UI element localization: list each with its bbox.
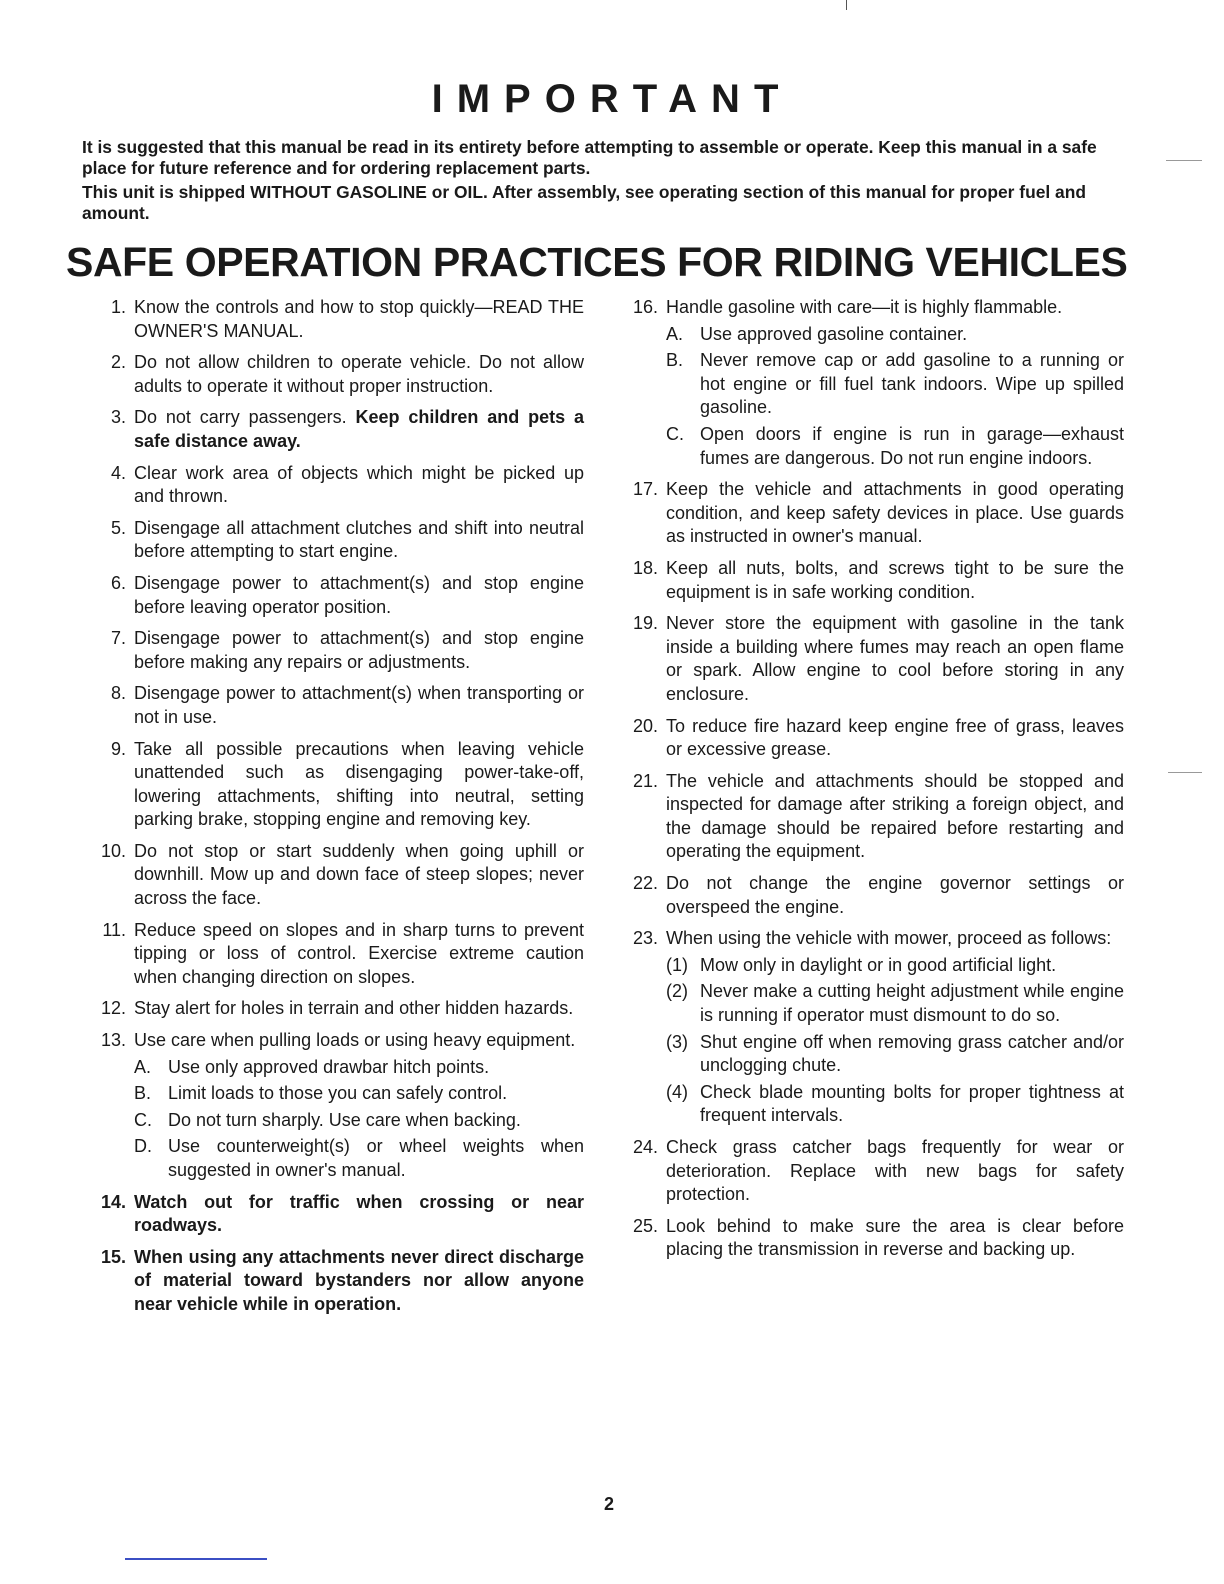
sub-item-number: (4): [666, 1081, 688, 1102]
item-text-line: [134, 351, 584, 398]
item-body: [134, 738, 584, 832]
item-text-line: [134, 1191, 584, 1238]
item-text: Keep the vehicle and attachments in good operating condition, and keep safety devices in place. Use guards as instructed in owner's manual.: [666, 479, 1124, 547]
list-item: [92, 462, 584, 509]
item-text: Do not carry passengers.: [134, 407, 347, 428]
sub-item-number: C.: [134, 1109, 152, 1130]
sub-item: [134, 1109, 584, 1133]
item-text-line: [666, 1136, 1124, 1207]
item-text: Take all possible precautions when leaving vehicle unattended such as disengaging power-take-off, lowering attachments, shifting into neutral, setting parking brake, stopping engine and removing key.: [134, 738, 584, 830]
sub-item-text: Check blade mounting bolts for proper tightness at frequent intervals.: [700, 1081, 1124, 1126]
sub-item-number: (3): [666, 1031, 688, 1052]
list-item: [624, 478, 1124, 549]
item-text-line: [666, 715, 1124, 762]
item-text: Disengage all attachment clutches and shift into neutral before attempting to start engine.: [134, 517, 584, 562]
list-item: [92, 572, 584, 619]
sub-item-number: (1): [666, 954, 688, 975]
list-item: [92, 1029, 584, 1183]
sub-item: [666, 349, 1124, 420]
list-item: [92, 1246, 584, 1317]
item-number: 17.: [632, 479, 658, 500]
item-text: Clear work area of objects which might be picked up and thrown.: [134, 462, 584, 507]
page-number: 2: [604, 1494, 615, 1514]
right-column: [624, 296, 1124, 1270]
sub-item: [666, 954, 1124, 978]
item-text-line: [134, 462, 584, 509]
sub-item: [666, 423, 1124, 470]
item-text: When using any attachments never direct discharge of material toward bystanders nor allow anyone near vehicle while in operation.: [134, 1246, 584, 1314]
sub-item-text: Never make a cutting height adjustment while engine is running if operator must dismount to do so.: [700, 981, 1124, 1026]
list-item: [624, 612, 1124, 706]
item-text-line: [666, 296, 1124, 320]
item-text-line: [134, 682, 584, 729]
item-text: Stay alert for holes in terrain and other hidden hazards.: [134, 998, 574, 1019]
item-body: [666, 715, 1124, 762]
item-body: [134, 1191, 584, 1238]
item-body: [134, 1029, 584, 1183]
sub-item-text: Use only approved drawbar hitch points.: [168, 1056, 490, 1077]
section-heading: SAFE OPERATION PRACTICES FOR RIDING VEHICLES: [66, 239, 1128, 285]
item-body: [666, 770, 1124, 864]
item-number: 4.: [110, 462, 126, 483]
scan-mark: [1168, 772, 1202, 773]
item-number: 1.: [110, 297, 126, 317]
sub-item: [666, 1031, 1124, 1078]
item-text: Do not stop or start suddenly when going uphill or downhill. Mow up and down face of steep slopes; never across the face.: [134, 840, 584, 909]
item-text-line: [666, 872, 1124, 919]
item-text-line: [134, 1029, 584, 1053]
item-text-line: [134, 919, 584, 990]
list-item: [92, 840, 584, 911]
item-body: [134, 627, 584, 674]
item-text: Disengage power to attachment(s) and stop engine before making any repairs or adjustments.: [134, 628, 584, 672]
sub-item-number: D.: [134, 1136, 152, 1157]
item-text-line: [134, 997, 584, 1021]
item-text-line: [134, 572, 584, 619]
sub-item-number: C.: [666, 423, 684, 444]
sub-item-number: B.: [666, 350, 684, 371]
item-body: [666, 478, 1124, 549]
intro-paragraph: It is suggested that this manual be read in its entirety before attempting to assemble or operate. Keep this manual in a safe place for future reference and for ordering replacement parts.: [82, 137, 1097, 178]
list-item: [92, 919, 584, 990]
list-item: [92, 682, 584, 729]
page-title: IMPORTANT: [431, 77, 793, 121]
item-number: 7.: [110, 628, 126, 649]
item-number: 23.: [632, 928, 658, 949]
item-number: 13.: [100, 1030, 126, 1051]
item-body: [134, 1246, 584, 1317]
item-body: [134, 682, 584, 729]
item-number: 25.: [632, 1215, 658, 1236]
item-text: Never store the equipment with gasoline in the tank inside a building where fumes may reach an open flame or spark. Allow engine to cool before storing in any enclosure.: [666, 613, 1124, 704]
item-text-line: [666, 927, 1124, 951]
list-item: [624, 1136, 1124, 1207]
item-body: [134, 572, 584, 619]
item-number: 10.: [100, 840, 126, 861]
list-item: [92, 1191, 584, 1238]
item-text-line: [134, 296, 584, 343]
item-text: Disengage power to attachment(s) and stop engine before leaving operator position.: [134, 572, 584, 617]
item-text-line: [666, 612, 1124, 706]
item-text: Watch out for traffic when crossing or near roadways.: [134, 1191, 584, 1236]
list-item: [92, 997, 584, 1021]
item-body: [134, 462, 584, 509]
item-number: 21.: [632, 770, 658, 791]
item-text: Do not change the engine governor settings or overspeed the engine.: [666, 873, 1124, 917]
list-item: [92, 406, 584, 453]
list-item: [92, 627, 584, 674]
footer-rule: [125, 1558, 267, 1560]
sub-item-text: Limit loads to those you can safely control.: [168, 1083, 508, 1104]
sub-item-text: Use counterweight(s) or wheel weights when suggested in owner's manual.: [168, 1136, 584, 1180]
list-item: [624, 1215, 1124, 1262]
item-text: When using the vehicle with mower, proceed as follows:: [666, 928, 1112, 949]
item-body: [666, 557, 1124, 604]
item-body: [666, 1215, 1124, 1262]
list-item: [624, 927, 1124, 1128]
item-text: Do not allow children to operate vehicle. Do not allow adults to operate it without proper instruction.: [134, 352, 584, 396]
item-text-line: [134, 627, 584, 674]
item-body: [666, 296, 1124, 470]
item-number: 6.: [110, 572, 126, 593]
scan-mark: [1166, 160, 1202, 161]
list-item: [624, 770, 1124, 864]
item-text: Reduce speed on slopes and in sharp turns to prevent tipping or loss of control. Exercise extreme caution when changing direction on slopes.: [134, 919, 584, 987]
item-number: 3.: [110, 407, 126, 428]
item-text-line: [134, 1246, 584, 1317]
item-number: 16.: [632, 297, 658, 317]
list-item: [92, 517, 584, 564]
list-item: [92, 296, 584, 343]
item-number: 5.: [110, 517, 126, 538]
list-item: [624, 296, 1124, 470]
item-number: 12.: [100, 998, 126, 1019]
sub-item: [134, 1056, 584, 1080]
sub-item-number: A.: [666, 323, 684, 344]
sub-item-number: A.: [134, 1056, 152, 1077]
item-text-line: [666, 557, 1124, 604]
sub-item-text: Shut engine off when removing grass catcher and/or unclogging chute.: [700, 1031, 1124, 1076]
item-text-line: [666, 478, 1124, 549]
sub-item: [134, 1082, 584, 1106]
item-text-line: [666, 1215, 1124, 1262]
item-body: [134, 351, 584, 398]
sub-item-text: Mow only in daylight or in good artificial light.: [700, 954, 1057, 975]
item-number: 22.: [632, 873, 658, 894]
item-text-line: [134, 406, 584, 453]
item-body: [666, 872, 1124, 919]
item-text: Handle gasoline with care—it is highly flammable.: [666, 297, 1063, 317]
sub-item: [666, 1081, 1124, 1128]
sub-item: [666, 323, 1124, 347]
sub-item: [666, 980, 1124, 1027]
list-item: [624, 715, 1124, 762]
item-number: 8.: [110, 683, 126, 704]
item-text: Look behind to make sure the area is clear before placing the transmission in reverse and backing up.: [666, 1215, 1124, 1260]
sub-item-text: Use approved gasoline container.: [700, 323, 968, 344]
item-body: [666, 927, 1124, 1128]
item-text: To reduce fire hazard keep engine free of grass, leaves or excessive grease.: [666, 715, 1124, 760]
item-body: [666, 612, 1124, 706]
list-item: [92, 351, 584, 398]
item-number: 14.: [100, 1191, 126, 1212]
item-text-line: [134, 738, 584, 832]
item-body: [134, 997, 584, 1021]
list-item: [624, 872, 1124, 919]
item-text: Disengage power to attachment(s) when transporting or not in use.: [134, 683, 584, 727]
item-number: 15.: [100, 1246, 126, 1267]
sub-item-text: Never remove cap or add gasoline to a running or hot engine or fill fuel tank indoors. Wipe up spilled gasoline.: [700, 350, 1124, 418]
item-text-line: [666, 770, 1124, 864]
item-body: [134, 919, 584, 990]
item-body: [134, 840, 584, 911]
list-item: [92, 738, 584, 832]
item-number: 2.: [110, 352, 126, 373]
item-text-line: [134, 840, 584, 911]
intro-paragraph: This unit is shipped WITHOUT GASOLINE or OIL. After assembly, see operating section of this manual for proper fuel and amount.: [82, 182, 1086, 223]
sub-item-number: (2): [666, 981, 688, 1002]
item-number: 20.: [632, 715, 658, 736]
item-text-line: [134, 517, 584, 564]
item-body: [134, 517, 584, 564]
item-number: 24.: [632, 1137, 658, 1157]
item-number: 9.: [110, 738, 126, 759]
left-column: [92, 296, 584, 1325]
item-body: [134, 406, 584, 453]
item-body: [666, 1136, 1124, 1207]
item-text: Know the controls and how to stop quickly—READ THE OWNER'S MANUAL.: [134, 297, 584, 341]
intro-text: [82, 137, 1142, 227]
sub-item-number: B.: [134, 1083, 152, 1104]
item-text: Check grass catcher bags frequently for wear or deterioration. Replace with new bags for safety protection.: [666, 1137, 1124, 1205]
item-text: Keep all nuts, bolts, and screws tight to be sure the equipment is in safe working condition.: [666, 557, 1124, 602]
item-text: The vehicle and attachments should be stopped and inspected for damage after striking a foreign object, and the damage should be repaired before restarting and operating the equipment.: [666, 770, 1124, 862]
sub-item: [134, 1135, 584, 1182]
sub-item-text: Open doors if engine is run in garage—exhaust fumes are dangerous. Do not run engine indoors.: [700, 423, 1124, 468]
item-number: 11.: [102, 919, 126, 940]
item-number: 18.: [632, 557, 658, 578]
item-number: 19.: [632, 613, 658, 634]
item-body: [134, 296, 584, 343]
list-item: [624, 557, 1124, 604]
scan-mark: [846, 0, 847, 10]
item-emphasis: Keep children and pets a safe distance away.: [134, 407, 584, 451]
sub-item-text: Do not turn sharply. Use care when backing.: [168, 1109, 521, 1130]
item-text: Use care when pulling loads or using heavy equipment.: [134, 1030, 576, 1051]
